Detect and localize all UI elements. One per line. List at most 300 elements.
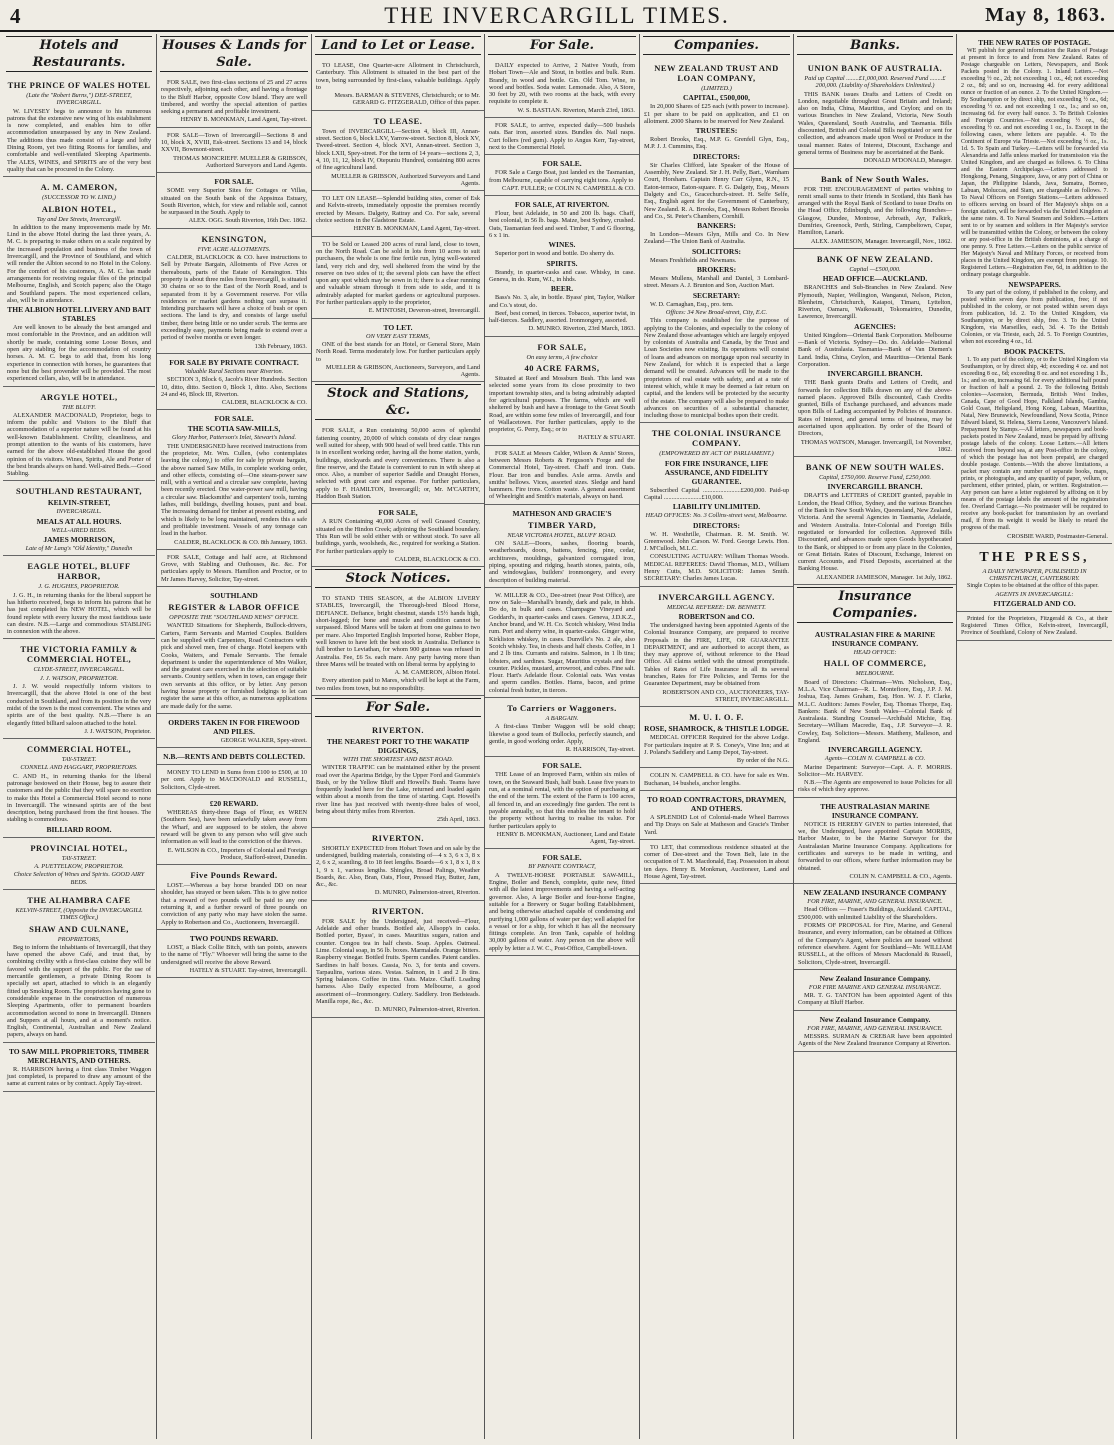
ad-body: MR. T. G. TANTON has been appointed Agent of this Company at Bluff Harbor. <box>798 992 952 1007</box>
ad-cargo-boat <box>485 155 639 196</box>
ad-subheading: HEAD OFFICE: <box>853 649 897 657</box>
ad-rural-land <box>312 237 484 319</box>
ad-body: FOR SALE, a Run containing 50,000 acres of splendid fattening country, 20,000 of which consists of dry clear ranges well suited for sheep, with 900 head of well bred cattle. This run is in excellent working order, having all the home station, yards, buildings, stockyards and every conveniences. There is also a fine reserve, and the Estate is convenient to run in with sheep at once. Also, a number of superior Saddle and Draught Horses, selected with great care and expense. For further particulars, apply to F. HAMILTON, Invercargill; or, Mr. M'CARTHY, Haddon Bush Station. <box>316 427 480 501</box>
ad-body: TO LET ON LEASE—Splendid building sites, corner of Esk and Kelvin-streets, immediately opposite the premises recently erected by Messrs. Dalgety, Rattray and Co. For sale, several choice sections in the Gladstone Estate. <box>316 195 480 225</box>
ad-subheading: FOR FIRE, MARINE, AND GENERAL INSURANCE. <box>807 1024 943 1032</box>
ad-heading: AUSTRALASIAN FIRE & MARINE INSURANCE COMPANY. <box>814 630 936 649</box>
ad-lease-improved-farm <box>485 757 639 849</box>
printer-imprint <box>957 612 1112 641</box>
ad-body: Beef, best corned, in tierces. Tobacco, superior twist, in half-tierces. Saddlery, assorted. Ironmongery, assorted. <box>489 309 635 325</box>
ad-signature: CALDER, BLACKLOCK & CO. <box>394 555 480 563</box>
column-postage <box>956 34 1112 1439</box>
ad-subheading: AGENTS IN INVERCARGILL: <box>995 591 1074 598</box>
ad-union-bank <box>794 58 956 169</box>
ad-heading: FOR FIRE INSURANCE, LIFE ASSURANCE, AND FIDELITY GUARANTEE. <box>664 458 769 486</box>
ad-southland-restaurant <box>3 481 155 556</box>
ad-stores-goods <box>485 446 639 505</box>
ad-rents-debts <box>157 748 311 765</box>
ad-heading: FOR SALE, AT RIVERTON. <box>514 200 610 210</box>
ad-subheading: WELL-AIRED BEDS. <box>51 526 107 534</box>
ad-body: TO STAND THIS SEASON, at the ALBION LIVERY STABLES, Invercargill, the Thorough-bred Blood Horse, DEFIANCE. Defiance, bright chestnut, stands 15½ hands high, short-legged; for bone and muscle and condition cannot be surpassed. Blood Mares will be taken at from one guinea to two per mare. Also Imported English Imported horse, Rubber Hope, well known to have left the best stock in Australia. Defiance is full brother to Leviathan, for whom 900 guineas was refused in Australia. Fee, £6 5s. each mare. Any party having more than three Mares will be treated with on liberal terms by applying to <box>316 595 480 668</box>
ad-heading: THE PRINCE OF WALES HOTEL <box>7 80 151 90</box>
ad-heading: PROVINCIAL HOTEL, <box>30 842 128 853</box>
column-banks <box>793 34 956 1439</box>
ad-acre-farms <box>485 337 639 446</box>
ad-alhambra-cafe <box>3 890 155 1043</box>
ad-body: TO LET, that commodious residence situated at the corner of Dee-street and the Town Belt, late in the occupation of T. M. Macdonald, Esq. Possession in about ten days. Henry B. Monkman, Auctioneer, Land and House Agent, Tay-street. <box>644 843 789 881</box>
ad-private-contract <box>157 354 311 410</box>
column-land-to-let <box>311 34 484 1439</box>
ad-body: Choice Selection of Wines and Spirits. GOOD AIRY BEDS. <box>13 871 145 886</box>
ad-body: FOR SALE, to arrive, expected daily—500 bushels oats. Bar iron, assorted sizes. Bundles do. Nail rasps. Curt follers (red gum). Apply to Angus Kerr, Tay-street, next to the Commercial Hotel. <box>489 122 635 151</box>
ad-subheading: Tay and Dee Streets, Invercargill. <box>36 215 122 223</box>
ad-body: R. HARRISON having a first class Timber Waggon just completed, is prepared to draw any amount of the same at current rates or by contract. Apply Tay-street. <box>7 1065 151 1088</box>
ad-heading: RIVERTON. <box>372 725 424 735</box>
ad-prince-of-wales-hotel <box>3 75 155 177</box>
ad-trust-loan-company <box>640 58 793 423</box>
ad-signature: Messrs. BARMAN & STEVENS, Christchurch; or to Mr. GERARD G. FITZGERALD, Office of this paper. <box>334 92 480 107</box>
ad-body: Subscribed Capital ........................£200,000. Paid-up Capital ........................£10,000. <box>644 486 789 501</box>
ad-body: Marine Department: Surveyor—Capt. A. F. MORRIS. Solicitor—Mr. HARVEY. <box>798 763 952 778</box>
ad-defiance-horse <box>312 591 484 696</box>
ad-body: SOME very Superior Sites for Cottages or Villas, situated on the South bank of the Appsinza Estuary, South Riverton, which, for view and reliable soil, cannot be surpassed in the South. Apply to <box>161 187 307 217</box>
ad-nz-insurance-riverton <box>794 1011 956 1052</box>
ad-body: Messrs Freshfields and Newmans. <box>650 256 737 264</box>
ad-body: Flour, best Adelaide, in 50 and 200 lb. bags. Chaff, best colonial, in 56 lb. bags. Maize, best Sydney, crushed. Oats, Tasmanian feed and seed. Timber, T and G flooring, 6 x 1 in. <box>489 210 635 240</box>
ad-heading: THE COLONIAL INSURANCE COMPANY. <box>651 428 782 449</box>
ad-subheading: KELVIN-STREET, (Opposite the INVERCARGILL TIMES Office,) <box>15 906 143 922</box>
ad-heading: THE NEAREST PORT TO THE WAKATIP DIGGINGS, <box>326 737 470 755</box>
ad-subheading: Paid up Capital ........£1,000,000. Reserved Fund ........£ 200,000. (Liability of Shareholders Unlimited.) <box>804 75 946 90</box>
ad-heading: FOR SALE. <box>542 853 582 863</box>
ad-heading: TO LET. <box>383 322 413 332</box>
ad-subheading: (Late the "Robert Burns,") DEE-STREET, INVERCARGILL. <box>26 92 132 107</box>
ad-body: A TWELVE-HORSE PORTABLE SAW-MILL, Engine, Boiler and Bench, complete, quite new, fitted with all the latest improvements and having a self-acting governor. Also, A large Boiler and four-horse Engine, suitable for a Brewery or Sugar boiling Establishment, and being otherwise attached capable of condensing and purifying 1,000 gallons of water per day; well adapted for a vessel or for a ship, for which it has all the necessary fittings complete. An Iron Tank, capable of holding 30,000 gallons of water. Any person on the above will apply by letter a J. W. C., Post-Office, Campbell-town. <box>489 871 635 952</box>
ad-body: In 20,000 Shares of £25 each (with power to increase). £1 per share to be paid on application, and £1 on allotment. 2000 Shares to be reserved for New Zealand. <box>644 103 789 125</box>
ad-firewood <box>157 714 311 748</box>
column-for-sale <box>484 34 639 1439</box>
ad-subheading: OPPOSITE THE "SOUTHLAND NEWS" OFFICE. <box>169 614 299 622</box>
ad-heading: TWO POUNDS REWARD. <box>189 933 279 943</box>
ad-body: N.B.—The Agents are empowered to issue Policies for all risks of which they approve. <box>798 779 952 794</box>
ad-body: Sir Charles Clifford, late Speaker of the House of Assembly, New Zealand. Sir J. H. Pelly, Bart., Warnham Court, Horsham. Captain Henry Carr Glynn, R.N., 15 Eaton-terrace, Eaton-square. F. G. Dalgety, Esq., Messrs Dalgety and Co., Gracechurch-street. H. Selfe Selfe, Esq., English agent for the Government of Canterbury, New Zealand. R. A. Brooks, Esq., Messrs Robert Brooks and Co., St. Peter's Chambers, Cornhill. <box>644 161 789 220</box>
ad-oats-bar-iron <box>485 118 639 155</box>
ad-sale-at-riverton <box>485 196 639 337</box>
ad-sections-bluff <box>157 75 311 128</box>
ad-heading: NEW ZEALAND TRUST AND LOAN COMPANY, <box>654 63 779 83</box>
ad-signature: 25th April, 1863. <box>436 816 480 824</box>
ad-subheading: On easy terms, A few choice <box>526 353 598 361</box>
ad-heading: THE AUSTRALASIAN MARINE INSURANCE COMPANY. <box>820 801 930 820</box>
ad-body: FOR SALE—Town of Invercargill—Sections 8 and 10, block X, XVIII, Esk-street. Sections 13 and 14, block XXVII, Bowmont-street. <box>161 131 307 154</box>
ad-signature: 13th February, 1863. <box>254 342 307 350</box>
ad-signature: CALDER, BLACKLOCK & CO. 8th January, 1863. <box>174 538 307 546</box>
ad-signature: MUELLER & GRIBSON, Authorized Surveyors and Land Agents. <box>331 172 480 187</box>
ad-subheading: Valuable Rural Sections near Riverton. <box>184 367 284 375</box>
ad-heading: Five Pounds Reward. <box>190 870 278 881</box>
ad-register-labor-office <box>157 587 311 714</box>
ad-to-lease <box>312 111 484 191</box>
ad-subheading: Offices: 34 New Broad-street, City, E.C. <box>665 308 768 316</box>
ad-signature: CAPT. FULLER; or COLIN N. CAMPBELL & CO. <box>502 184 635 192</box>
ad-body: COLIN N. CAMPBELL & CO. have for sale ex Wm. Buchanan, 14 bushels, anchor lengths. <box>644 772 789 787</box>
ad-heading: THE VICTORIA FAMILY & COMMERCIAL HOTEL, <box>20 644 138 665</box>
ad-subheading: NEAR VICTORIA HOTEL, BLUFF ROAD. <box>507 531 617 539</box>
ad-body: BRANCHES and Sub-Branches in New Zealand. New Plymouth, Napier, Wellington, Wanganui, Nelson, Picton, Blenheim, Christchurch, Kaiapoi, Timaru, Lyttelton, Riverton, Oamaru, Waikouaiti, Tokomairiro, Dunedin, Lawrence, Invercargill. <box>798 284 952 321</box>
ad-body: MONEY TO LEND in Sums from £100 to £500, at 10 per cent. Apply to MACDONALD and RUSSELL, Solicitors, Clyde-street. <box>161 769 307 791</box>
ad-body: CALDER, BLACKLOCK & CO. have instructions to Sell by Private Bargain, Allotments of Five Acres or thereabouts, parts of the Estate of Kensington. This property is about three miles from Invercargill, is situated 30 chains or so to the East of the North Road, and is separated from it by a Government reserve. For villa residences or market gardens nothing can surpass it. Intending purchasers will have a choice of bush or open sections. The land is dry, and consists of large useful timber, there being little or no under scrub. The terms are exceedingly easy, payments being made to extend over a period of twelve months or even longer. <box>161 254 307 342</box>
ad-subheading: BY PRIVATE CONTRACT, <box>528 863 596 871</box>
page-number: 4 <box>10 4 21 28</box>
ad-cottage-sites <box>157 173 311 228</box>
ad-postage-rates <box>957 34 1112 544</box>
ad-road-contractors <box>640 791 793 840</box>
ad-body: Are well known to be already the best arranged and most comfortable in the Province, and an addition will shortly be made, containing some Loose Boxes, and open airy stabling for the accommodation of country horses. A. M. C. begs to add that, from his long experience in connection with horses, he guarantees that none but the best provender will be provided. The most experienced cellars, also, will be in attendance. <box>7 324 151 383</box>
ad-native-youth-cargo <box>485 58 639 118</box>
ad-body: WHEREAS thirty-three Bags of Flour, ex WREN (Southern Sea), have been unlawfully taken away from the Wharf, and are supposed to be stolen, the above reward will be given to any person who will give such information as will lead to the conviction of the thieves. <box>161 809 307 846</box>
ad-signature: JAMES MORRISON, <box>43 535 115 545</box>
ad-commercial-hotel <box>3 739 155 838</box>
ad-provincial-hotel <box>3 838 155 890</box>
ad-heading: FOR SALE, <box>537 341 587 352</box>
ad-bank-of-new-zealand <box>794 249 956 457</box>
ad-body: Brandy, in quarter-casks and case. Whisky, in case. Geneva, in do. Rum, W.I., in hhds. <box>489 268 635 283</box>
ad-heading: SECRETARY: <box>692 290 741 300</box>
section-heading: Houses & Lands for Sale. <box>160 36 308 72</box>
column-companies <box>639 34 793 1439</box>
ad-body: ON SALE—Doors, sashes, flooring boards, weatherboards, doors, battens, fencing, pine, cedar, architraves, mouldings, galvanized corrugated iron, piping, spouting and ridging, hearth stones, paints, oils, and windowglass, builders' ironmongery, and every description of building material. <box>489 540 635 584</box>
ad-heading: BANK OF NEW ZEALAND. <box>816 253 934 264</box>
ad-bank-nsw-invercargill <box>794 457 956 585</box>
ad-signature: HATELY & STUART. Tay-street, Invercargill. <box>189 966 307 974</box>
ad-heading: New Zealand Insurance Company. <box>819 1014 931 1024</box>
ad-town-sections <box>157 128 311 173</box>
ad-saw-mill-proprietors <box>3 1043 155 1092</box>
ad-subheading: PROPRIETORS, <box>57 935 101 943</box>
ad-heading: THE ALHAMBRA CAFE <box>27 894 131 905</box>
ad-signature: CALDER, BLACKLOCK & CO. <box>221 399 307 407</box>
ad-body: MEDICAL OFFICER Required for the above Lodge. For particulars inquire at P. S. Coney's, Vine Inn; and at J. Poland's Saddlery and Lamp Depot, Tay-street. <box>644 734 789 756</box>
ad-subheading: TAY-STREET. <box>61 756 97 764</box>
ad-body: Beg to inform the inhabitants of Invercargill, that they have opened the above Café, and trust that, by combining civility with a first-class cuisine they will be favored with the support of the public. For the use of mercantile gentlemen, a private Dining Room is specially set apart, attached to which is an elegantly fitted up Smoking Room. The proprietors having gone to considerable expense in the construction of numerous Sleeping Apartments, offer to permanent boarders accommodation second to none in Invercargill. Dinners and Suppers at all hours, and at a moment's notice. English, Continental, Australian and New Zealand papers, always on hand. <box>7 943 151 1039</box>
column-houses-lands <box>156 34 311 1439</box>
ad-heading: THE NEW RATES OF POSTAGE. <box>978 38 1091 47</box>
ad-body: A first-class Timber Waggon will be sold cheap; likewise a good team of Bullocks, perfectly staunch, and gentle, in good working order. Apply, <box>489 723 635 745</box>
newspaper-title: THE INVERCARGILL TIMES. <box>384 3 730 28</box>
section-heading: Land to Let or Lease. <box>315 36 481 55</box>
ad-heading: 40 ACRE FARMS, <box>524 363 600 374</box>
section-heading: Stock and Stations, &c. <box>315 384 481 420</box>
ad-riverton-port <box>312 720 484 828</box>
ad-subheading: J. J. WATSON, PROPRIETOR. <box>39 674 119 682</box>
ad-signature: ROBERTSON AND CO., AUCTIONEERS, TAY-STREET, INVERCARGILL. <box>662 688 789 703</box>
ad-subheading: J. G. HUGHES, PROPRIETOR. <box>38 583 120 591</box>
ad-body: Single Copies to be obtained at the office of this paper. <box>967 583 1099 589</box>
ad-heading: BILLIARD ROOM. <box>46 824 112 834</box>
column-hotels <box>3 34 155 1439</box>
ad-heading: SOUTHLAND RESTAURANT, <box>16 486 142 497</box>
ad-heading: WINES. <box>548 240 576 250</box>
issue-date: May 8, 1863. <box>985 4 1106 26</box>
ad-heading: FOR SALE. <box>542 159 582 169</box>
ad-signature: DONALD M'DONALD, Manager. <box>863 157 952 165</box>
ad-australasian-marine <box>794 798 956 884</box>
ad-bank-nsw-scotland <box>794 169 956 249</box>
ad-body: W. MILLER & CO., Dee-street (near Post Office), are now on Sale—Marshall's brandy, dark and pale, in hhds. Do do, in bulk and cases. Champagne Vineyard and Goddard's, in quarter-casks and cases. Geneva, J.D.K.Z., Anchor brand, and W. H. Co. Scotch whiskey, West India rum. Port and sherry wine, in quarter-casks. Ginger wine, Kirkliston whiskey, in cases. Dunville's No. 2 ale, also Scotch whisky. Tea, in chests and half chests. Coffee, in 1 and 2 lb tins. Currants and raisins. Salmon, in 1 lb tins; lobsters, and sardines. Sugar, Mauritius crystals and fine counter. Pickles, mustard, arrowroot, and cubes. Fine salt. Flour. Hart's Adelaide flour. Colonial oats. Wax vestas and sperm candles. Bottles. Hams, bacon, and prime colonial fresh butter, in tierces. <box>489 591 635 694</box>
ad-heading: N.B.—RENTS AND DEBTS COLLECTED. <box>163 752 305 762</box>
ad-body: FOR SALE, Cottage and half acre, at Richmond Grove, with Stabling and Outhouses, &c. &c. For particulars apply to Messrs. Hamilton and Proctor, or to Mr James Harvey, Solicitor, Tay-street. <box>161 553 307 583</box>
ad-body: Board of Directors: Chairman—Wm. Nicholson, Esq., M.L.A. Vice Chairman—R. L. Montefiore, Esq., J.P. J. M. Joshua, Esq. James Graham, Esq. Hon. W. J. F. Clarke, M.L.C. Auditors: James Fowler, Esq. Thomas Thorpe, Esq. Bankers: Bank of New South Wales—Colonial Bank of Australasia. Standing Counsel—Archibald Michie, Esq. Secretary—William Macredie, Esq., J.P. Surveyor—J. R. Cowley, Esq. Solicitors—Messrs. Mattheny, Malleson, and England. <box>798 678 952 744</box>
ad-heading: INVERCARGILL BRANCH. <box>827 482 923 492</box>
ad-subheading: MEDICAL REFEREE: DR. BENNETT. <box>667 603 766 611</box>
ad-body: J. J. W. would respectfully inform visitors to Invercargill, that the above Hotel is one of the best conducted in Southland, and from its position in the very midst of the town is the most convenient. The wines and spirits are of the best quality. N.B.—There is an elegantly fitted billiard saloon attached to the hotel. <box>7 683 151 727</box>
ad-body: A RUN Containing 40,000 Acres of well Grassed Country, situated on the Hindon Creek; adjoining the Southland boundary. This Run will be sold either with or without stock. To save all buildings, yards, woolsheds, &c., required for working a Station. For further particulars apply to <box>316 518 480 555</box>
ad-heading: ORDERS TAKEN IN FOR FIREWOOD AND PILES. <box>168 717 300 736</box>
ad-heading: REGISTER & LABOR OFFICE <box>168 602 300 613</box>
ad-body: Head Offices — Fraser's Buildings, Auckland. CAPITAL, £500,000. with unlimited Liability of the Shareholders. <box>798 906 952 921</box>
ad-argyle-hotel <box>3 387 155 482</box>
ad-body: MESSRS. SURMAN & CREBAR have been appointed Agents of the New Zealand Insurance Company at Riverton. <box>798 1033 952 1048</box>
ad-body: W. H. Westhrille, Chairman. R. M. Smith. W. Greenwood. John Carson. W. Ford. George Lewis. Hon. J. M'Culloch, M.L.C. <box>644 530 789 553</box>
ad-run-for-sale <box>312 423 484 504</box>
ad-subheading: WITH THE SHORTEST AND BEST ROAD. <box>342 756 454 763</box>
ad-subheading: Capital, £750,000. Reserve Fund, £250,000. <box>819 474 931 482</box>
ad-body: LOST.—Whereas a bay horse branded DD on near shoulder, has strayed or been taken. This is to give notice that a reward of two pounds will be paid to any one returning it, and a further reward of three pounds on conviction of any party who may have stolen the same. Apply to Robertson and Co., Auctioneers, Invercargill. <box>161 882 307 926</box>
ad-heading: TIMBER YARD, <box>527 519 597 530</box>
ad-signature: D. MUNRO, Palmerston-street, Riverton. <box>374 889 480 897</box>
ad-heading: MEALS AT ALL HOURS. <box>36 516 122 526</box>
ad-heading: TO ROAD CONTRACTORS, DRAYMEN, AND OTHERS. <box>647 795 786 813</box>
ad-heading: INVERCARGILL BRANCH. <box>827 369 923 379</box>
ad-body: ONE of the best stands for an Hotel, or General Store, Main North Road. Terms moderately low. For further particulars apply to <box>316 340 480 363</box>
ad-victoria-hotel <box>3 639 155 739</box>
ad-heading: NEW ZEALAND INSURANCE COMPANY <box>803 888 947 898</box>
ad-signature: A. M. CAMERON, Albion Hotel. <box>394 669 480 677</box>
ad-heading: M. U. I. O. F. <box>689 712 744 723</box>
ad-body: DAILY expected to Arrive, 2 Native Youth, from Hobart Town—Ale and Stout, in bottles and bulk. Rum. Brandy, in wood and bottle. Gin. Old Tom. Wine, in wood and bottles. Soda water. Lemonade. Also, A Store, 30 feet by 20, with two rooms at the back, with every requisite to complete it. <box>489 62 635 106</box>
ad-heading: DIRECTORS: <box>693 520 740 530</box>
ad-heading: SPIRITS. <box>546 258 578 268</box>
ad-body: United Kingdom—Oriental Bank Corporation. Melbourne—Bank of Victoria. Sydney—Do. do. Adelaide—National Bank of Australasia. Tasmania—Bank of Van Diemen's Land. India, China, Ceylon, and Mauritius—Oriental Bank Corporation. <box>798 331 952 368</box>
ad-body: This company is established for the purpose of applying to the Colonies, and especially to the colony of New Zealand those advantages which are largely enjoyed by colonists of Australia and Canada, by the Trust and Loan Societies now existing. Its operations will consist of loans and advances on mortgage upon real security in New Zealand, for which it is expected that a large demand will be created. Advances will be made to the proprietors of real estate with safety, and at a rate of interest which, while it may be deemed a fair return on capital, and the lenders will be protected by the security of the estate. The company will also be prepared to make advances on securities of a substantial character, including those to municipal bodies upon their credit. <box>644 317 789 420</box>
ad-body: Messrs Mullens, Marshall and Daniel, 3 Lombard-street. Messrs A. J. Brunton and Son, Auction Mart. <box>644 275 789 290</box>
ad-body: To any part of the colony, if published in the colony, and posted within seven days from publication, free; if not published in the colony, or not posted within seven days from publication, 1d. 2. To the United Kingdom, via Southampton, or by direct ship, free. 3. To the United Kingdom, via Marseilles, each, 3d. 4. To the British Colonies, or via Trieste, each, 2d. 5. To Foreign Countries, when not exceeding 4 oz., 1d. <box>961 290 1108 345</box>
ad-body: J. G. H., in returning thanks for the liberal support he has hitherto received, begs to inform his patrons that he has just completed his NEW HOTEL, which will be found replete with every luxury the most fastidious taste can desire. N.B.—Large and commodious STABLING in connexion with the above. <box>7 591 151 636</box>
ad-the-press <box>957 544 1112 612</box>
ad-heading: £20 REWARD. <box>209 799 259 809</box>
ad-subheading: A BARGAIN. <box>545 715 579 722</box>
ad-heading: AGENCIES: <box>854 321 896 331</box>
ad-subheading: Agents—COLIN N. CAMPBELL & CO. <box>824 755 926 763</box>
ad-signature: THOMAS MONCRIEFF. MUELLER & GRIBSON, Authorized Surveyors and Land Agents. <box>173 154 307 169</box>
ad-heading: DIRECTORS: <box>693 151 740 161</box>
ad-subheading: (LIMITED.) <box>701 85 732 92</box>
ad-subheading: A. PUETTELKOW, PROPRIETOR. <box>34 863 124 871</box>
ad-subheading: THE BLUFF. <box>62 403 96 411</box>
ad-body: FOR THE ENCOURAGEMENT of parties wishing to remit small sums to their friends in Scotland, this Bank has arranged with the Royal Bank of Scotland to issue Drafts on the Head Office, Edinburgh, and the following Branches—Glasgow, Dundee, Montrose, Arbroath, Ayr, Falkirk, Dumfries, Greenock, Perth, Stirling, Campbeltown, Cupar, Hamilton, Lanark. <box>798 185 952 237</box>
ad-heading: THE ALBION HOTEL LIVERY AND BAIT STABLES <box>7 305 151 324</box>
ad-signature: HENRY B. MONKMAN, Auctioneer, Land and Estate Agent, Tay-street. <box>496 830 635 846</box>
ad-signature: ALEX. JAMIESON, Manager. Invercargill, Nov., 1862. <box>810 237 952 245</box>
ad-body: FORMS OF PROPOSAL for Fire, Marine, and General Insurance, and every information, can be obtained at Offices of the Company's Agent, where policies are issued without reference elsewhere. Agent for Southland—Mr. WILLIAM RUSSELL, at the offices of Messrs Macdonald & Russell, Solicitors, Clyde-street, Invercargill. <box>798 922 952 966</box>
ad-heading: FOR SALE BY PRIVATE CONTRACT. <box>169 357 299 367</box>
ad-heading: FOR SALE, <box>378 508 418 518</box>
ad-heading: TO LEASE. <box>373 115 423 126</box>
ad-body: Robert Brooks, Esq., M.P. G. Grenfell Glyn, Esq., M.P. J. J. Cummins, Esq. <box>644 136 789 151</box>
ad-carriers-waggoners <box>485 698 639 757</box>
ad-heading: BROKERS: <box>696 265 737 275</box>
ad-signature: MUELLER & GRIBSON, Auctioneers, Surveyors, and Land Agents. <box>325 363 480 379</box>
ad-heading: KENSINGTON, <box>201 233 267 244</box>
ad-christchurch-allotment <box>312 58 484 111</box>
ad-signature: E. M'INTOSH, Deveron-street, Invercargill. <box>368 307 480 315</box>
ad-signature: GEORGE WALKER, Spey-street. <box>220 736 307 744</box>
ad-body: In addition to the many improvements made by Mr. Lind in the above Hotel during the last three years, A. M. C. is preparing to make others on a scale required by the increased population and business of the town of Invercargill, and the Province of Southland, and which will render the Albion second to no Hotel in the Colony. For the comfort of his customers, A. M. C. has made arrangements for receiving regular files of the principal Melbourne, English, and Scotch papers; also the Otago and Southland papers. The most experienced cellars, also, will be in attendance. <box>7 223 151 304</box>
ad-body: TO be Sold or Leased 200 acres of rural land, close to town, on the North Road. Can be sold in lots from 10 acres to suit purchasers, the whole is one fine fertile run, lying well-watered land, very rich and dry, well sheltered from the wind by the reserve on two sides of it; the several plots can have the effect upon any spot which may be sown in it; there is a clear running and valuable stream through it from side to side, and it is admirably adapted for market gardens or agricultural purposes. For further particulars apply to the proprietor, <box>316 240 480 307</box>
ad-subheading: FIVE ACRE ALLOTMENTS. <box>197 245 271 253</box>
ad-heading: ALBION HOTEL, <box>41 203 117 214</box>
ad-heading: To Carriers or Waggoners. <box>507 703 617 713</box>
ad-heading: BANK OF NEW SOUTH WALES. <box>805 462 945 473</box>
ad-five-pounds-reward <box>157 865 311 930</box>
ad-body: In London—Messrs Glyn, Mills and Co. In New Zealand—The Union Bank of Australia. <box>644 231 789 246</box>
ad-body: C. AND H., in returning thanks for the liberal patronage bestowed on their House, beg to assure their customers and the public that they will spare no exertion to make this Hotel a Commercial Hotel second to none in Invercargill. The winesand spirits are of the best description, being purchased from the first houses. The stabling is commodious. <box>7 772 151 824</box>
ad-miller-co <box>485 588 639 698</box>
ad-body: THE Bank grants Drafts and Letters of Credit, and forwards for collection Bills drawn on any of the above-named places. Approved Bills discounted, Cash Credits granted, Bills of Exchange purchased, and advances made upon Bills of Lading accompanied by Policies of Insurance. Rates of Interest, and general terms of business, may be ascertained upon application. By order of the Board of Directors, <box>798 379 952 438</box>
ad-residence-to-let <box>640 840 793 884</box>
section-heading: Insurance Companies. <box>797 587 953 623</box>
ad-signature: THOMAS WATSON, Manager. Invercargill, 1st November, 1862. <box>800 438 952 453</box>
ad-australasian-fire-marine <box>794 626 956 798</box>
ad-subheading: CONNELL AND HAGGART, PROPRIETORS. <box>20 764 138 772</box>
ad-kensington <box>157 229 311 354</box>
ad-signature: D. MUNRO. Riverton, 23rd March, 1863. <box>528 325 635 333</box>
ad-heading: A. M. CAMERON, <box>40 182 118 193</box>
section-heading: Banks. <box>797 36 953 55</box>
ad-nz-insurance <box>794 884 956 970</box>
section-heading: Stock Notices. <box>315 569 481 588</box>
ad-body: FOR Sale a Cargo Boat, just landed ex the Tasmanian, from Melbourne, capable of carrying eight tons. Apply to <box>489 169 635 184</box>
ad-signature: ALEXANDER JAMIESON, Manager. 1st July, 1862. <box>816 573 952 581</box>
ad-subheading: Glory Harbor, Patterson's Inlet, Stewart's Island. <box>171 434 297 442</box>
ad-body: A SPLENDID Lot of Colonial-made Wheel Barrows and Tip Drays on Sale at Matheson and Gracie's Timber Yard. <box>644 814 789 836</box>
ad-body: THE Lease of an Improved Farm, within six miles of town, on the Seaward Bush, half bush. Lease five years to run, at a nominal rental, with the option of purchasing at the end of the term. The extent of the Farm is 100 acres, all fenced in, and an exceedingly fine garden. The rent is payable annually, so that this enables the tenant to hold the property without having to realise its value. For further particulars apply to <box>489 771 636 830</box>
ad-heading: RIVERTON. <box>372 832 424 843</box>
section-heading: Hotels and Restaurants. <box>6 36 152 72</box>
ad-heading: THE SCOTIA SAW-MILLS, <box>187 424 281 434</box>
ad-subheading: Late of Mr Lang's "Old Identity," Dunedin <box>25 545 133 553</box>
ad-timber-yard <box>485 505 639 588</box>
ad-subheading: INVERCARGILL. <box>56 508 102 516</box>
ad-heading: NEWSPAPERS. <box>1008 280 1061 289</box>
ad-body: THE UNDERSIGNED have received instructions from the proprietor, Mr. Wm. Cullen, (who contemplates leaving the colony,) to offer for sale by private bargain, the above named Saw Mills, in complete working order, and other effects, consisting of—One steam-power saw mill, with a vertical and a circular saw complete, having been recently erected. One water-power saw mill, having a circular saw. Blacksmiths' and carpenters' tools, turning lathes, mill buildings, dwelling houses, punt and boat. The increasing demand for timber at present existing, and which is likely to be long maintained, renders this a safe and profitable investment. Vessels of any tonnage can load in the harbor. <box>161 442 307 538</box>
ad-building-sites <box>312 191 484 236</box>
ad-colonial-insurance <box>640 423 793 586</box>
ad-subheading: ON VERY EASY TERMS, <box>366 332 430 340</box>
ad-body: Bass's No. 3, ale, in bottle. Byass' pint, Taylor, Walker and Co.'s stout, do. <box>489 294 635 309</box>
ad-to-let-hotel-stand <box>312 319 484 383</box>
ad-body: Situated at Reef and Mossburn Bush. This land was selected some years from its close proximity to two important township sites, and is being admirably adapted for agricultural purposes. The farms, which are well sheltered by bush and have a frontage to the Great South Road, are within some few miles of Invercargill, and four of Wallacetown. For further particulars, apply to the proprietor, G. Perry, Esq.; or to <box>489 375 635 434</box>
ad-heading: ROSE, SHAMROCK, & THISTLE LODGE. <box>644 724 789 734</box>
ad-heading: SOLICITORS: <box>691 246 742 256</box>
section-heading: For Sale. <box>488 36 636 55</box>
ad-subheading: A DAILY NEWSPAPER, PUBLISHED IN CHRISTCHURCH, CANTERBURY. <box>982 568 1087 582</box>
ad-body: Superior port in wood and bottle. Do sherry do. <box>495 250 615 258</box>
ad-heading: FOR SALE. <box>542 761 582 771</box>
ad-signature: CROSBIE WARD, Postmaster-General. <box>1007 533 1108 540</box>
ad-body: CONSULTING ACTUARY: William Thomas Woods. MEDICAL REFEREES: David Thomas, M.D., William Henry Cutts, M.D. SOLICITOR: James Smith. SECRETARY: Charles James Lucas. <box>644 553 789 583</box>
ad-body: Every attention paid to Mares, which will be kept at the Farm, two miles from town, but no responsibility. <box>316 677 480 692</box>
ad-nz-insurance-bluff <box>794 970 956 1011</box>
ad-signature: R. HARRISON, Tay-street. <box>565 746 635 754</box>
ad-heading: Bank of New South Wales. <box>821 173 929 184</box>
ad-subheading: CLYDE-STREET, INVERCARGILL. <box>33 666 125 674</box>
ad-heading: FOR SALE. <box>214 177 254 187</box>
ad-heading: EAGLE HOTEL, BLUFF HARBOR, <box>27 561 131 582</box>
ad-subheading: MELBOURNE. <box>855 670 895 678</box>
ad-body: WE publish for general information the Rates of Postage at present in force to and from New Zealand. Rates of Postage chargeable on Letters, Newspapers, and Book Packets posted in the Colony. 1. Inland Letters.—Not exceeding ½ oz., 2d; not exceeding 1 oz., 4d; not exceeding 2 oz., 8d; and so on, increasing 4d. for every additional ounce or fraction of an ounce. 2. To the United Kingdom.—By Southampton or by direct ship, not exceeding ½ oz., 6d; exceeding ½ oz. and not exceeding 1 oz., 1s.; and so on, increasing 6d. for every half ounce. 3. To British Colonies and Foreign Countries.—Not exceeding ½ oz., 6d; exceeding ½ oz. and not exceeding 1 oz., 1s. Except in the following cases, where letters are payable. 4. To the Continent of Europe via Trieste.—Not exceeding ½ oz., 1s. 1d. 5. To Spain and Turkey.—Letters will be forwarded via Alexandria and Jaffa unless marked for transmission via the United Kingdom, and are charged as follows. 6. To China and the Eastern Archipelago.—Letters addressed to Hongkong, Penang, Singapore, Java, or any port of China or Japan, the Philippine Islands, Java, Sumatra, Borneo, Labuan, Moluccas, and Siam, are chargeable as follows. 7. To Naval Officers on Foreign Stations.—Letters addressed to officers serving on board of Her Majesty's ships on a foreign station, will be forwarded via the United Kingdom at the same rates. 8. To Naval Seamen and Soldiers.—Letters sent to or by seamen and soldiers in Her Majesty's service will be transmitted within the Colony, or between the colony or any post-office in the British dominions, at a charge of one penny. 9. Free Letters.—Letters on the public service of Her Majesty's Naval and Military Forces, or received from places in the United Kingdom, are exempt from postage. 10. Registered Letters.—Registration Fee, 6d, in addition to the ordinary postage chargeable. <box>961 48 1108 278</box>
ad-heading: FITZGERALD AND CO. <box>993 599 1076 608</box>
ad-heading: New Zealand Insurance Company. <box>819 973 931 983</box>
ad-twenty-pound-reward <box>157 795 311 865</box>
ad-heading: INVERCARGILL AGENCY. <box>828 745 922 755</box>
ad-heading: TO SAW MILL PROPRIETORS, TIMBER MERCHANTS, AND OTHERS. <box>8 1046 150 1065</box>
ad-campbell-sale <box>640 768 793 791</box>
ad-subheading: HEAD OFFICES: No. 3 Collins-street west, Melbourne. <box>645 512 788 520</box>
ad-heading: MATHESON AND GRACIE'S <box>512 508 612 518</box>
ad-signature: By order of the N.G. <box>736 757 789 765</box>
ad-signature: HENRY B. MONKMAN, Land Agent, Tay-street. <box>180 116 307 124</box>
ad-body: 1. To any part of the colony, or to the United Kingdom via Southampton, or by direct ship, 4d; exceeding 4 oz. and not exceeding 8 oz., 6d; exceeding 8 oz. and not exceeding 1 lb., 1s.; and so on, increasing 6d. for every additional half pound or fraction of half a pound. 2. To the following British colonies—Ascension, Bermuda, British West Indies, Canada, Cape of Good Hope, Falkland Islands, Gambia, Gold Coast, Heligoland, Hong Kong, Labuan, Mauritius, Natal, New Brunswick, Newfoundland, Nova Scotia, Prince Edward Island, St. Helena, Sierra Leone, Vancouver's Island. Prepayment by Stamps.—All letters, newspapers and book-packets posted in New Zealand, must be prepaid by affixing postage labels of the colony. Loose Letters.—All letters received from beyond sea, at any Post-office in the colony, of which the postage has not been prepaid, are charged double postage. Contents.—With the above limitations, a packet may contain any number of separate books, maps, prints, or photographs, and any quantity of paper, vellum, or parchment, either printed, plain, or written. Registration.—Any person can have a letter registered by affixing on it by means of the postage labels the amount of the registration fee. Overland Carriage.—No postmaster will be required to receive any book-packet for transmission by an overland mail, if from its weight it would be likely to retard the progress of the mail. <box>961 357 1108 531</box>
ad-signature: HATELY & STUART. <box>578 434 635 442</box>
ad-body: WANTED Situations for Shepherds, Bullock-drivers, Carters, Farm Servants and Married Couples. Builders can be supplied with Carpenters, Road Contractors with pick and shovel men, free of charge. Hotel keepers with Cooks, Waiters, and Female Servants. The female department is under the superintendence of Mrs Walker, and the greatest care exercised in the selection of suitable servants. Country settlers, when in town, can engage their own servants at this office, or by letter. Any person having house property or furnished lodgings to let can register the same at this office, as numerous applications are made daily for the same. <box>161 622 307 710</box>
ad-body: Printed for the Proprietors, Fitzgerald & Co., at their Registered Times Office, Kelvin-street, Invercargill, Province of Southland, Colony of New Zealand. <box>961 616 1108 636</box>
ad-heading: BEER. <box>550 284 574 294</box>
ad-heading: THE PRESS, <box>979 550 1090 565</box>
ad-heading: UNION BANK OF AUSTRALIA. <box>807 63 943 73</box>
ad-body: W. D. Carnaghan, Esq., pro. tem. <box>650 300 734 308</box>
ad-subheading: (SUCCESSOR TO W. LIND,) <box>42 194 116 202</box>
masthead <box>0 0 1114 32</box>
ad-heading: HEAD OFFICE—AUCKLAND. <box>822 274 928 284</box>
ad-subheading: TAY-STREET. <box>61 854 97 862</box>
ad-heading: BANKERS: <box>697 221 736 231</box>
ad-body: LOST, a Black Collie Bitch, with tan points, answers to the name of "Fly." Whoever will bring the same to the undersigned will receive the above Reward. <box>161 943 307 966</box>
ad-body: DRAFTS and LETTERS of CREDIT granted, payable in London, the Head Office, Sydney, and the various Branches of the Bank in New South Wales, Queensland, New Zealand, Victoria. And the several Agencies in Tasmania, Adelaide, and Western Australia. Inter-Colonial and Foreign Bills negotiated or forwarded for collection. Approved Bills Discounted, and advances made upon Goods hypothecated to the Bank, or shipped to or from any place in the Colonies, or Great Britain. Rates of Discount, Exchange, Interest on current Accounts, and Fixed Deposits, ascertained at the Banking House. <box>798 492 952 573</box>
ad-subheading: (EMPOWERED BY ACT OF PARLIAMENT.) <box>659 450 774 458</box>
ad-signature: COLIN N. CAMPBELL & CO., Agents. <box>849 872 952 880</box>
ad-heading: CAPITAL, £500,000, <box>683 93 750 103</box>
ad-body: Town of INVERCARGILL—Section 4, block III, Annan-street. Section 6, block LXV, Yarrow-street. Section 8, block XV, Tweed-street. Section 4, block XVI, Annan-street. Section 3, block LXII, Spey-street. For the term of 14 years—sections 2, 3, 4, 10, 11, 12, block IV, Otepuniu Hundred, containing 800 acres of fine agricultural land. <box>316 127 480 172</box>
ad-body: SECTION 3, Block 6, Jacob's River Hundreds. Section 10, ditto, ditto. Section 0, Block 1, ditto. Also, Sections 24 and 46, Block III, Riverton. <box>161 376 307 398</box>
ad-heading: SHAW AND CULNANE, <box>29 923 129 934</box>
ad-body: THIS BANK issues Drafts and Letters of Credit on London, negotiable throughout Great Britain and Ireland; also on India, China, Mauritius, and Ceylon; and on its various Branches in New Zealand, Victoria, New South Wales, Queensland, South Australia, and Tasmania. Bills discounted, British and Colonial Bills negotiated or sent for collection, and advances made upon Wool or Produce in the usual manner. Rates of Interest, Discount, Exchange and general terms of Business may be ascertained at the Bank. <box>798 90 952 156</box>
ad-heading: HALL OF COMMERCE, <box>823 658 927 669</box>
ad-heading: LIABILITY UNLIMITED. <box>672 502 761 512</box>
ad-subheading: FOR FIRE, MARINE, AND GENERAL INSURANCE. <box>807 898 943 906</box>
ad-heading: FOR SALE. <box>214 414 254 424</box>
ad-run-hindon-creek <box>312 504 484 567</box>
ad-body: NOTICE IS HEREBY GIVEN to parties interested, that we, the Undersigned, have appointed Captain MORRIS, Harbor Master, to be the Marine Surveyor for the Australasian Marine Insurance Company. Applications for certificates and surveys to be made in writing, and forwarded to our offices, where further information may be obtained. <box>798 820 952 872</box>
ad-cottage-richmond-grove <box>157 550 311 587</box>
ad-body: The undersigned having been appointed Agents of the Colonial Insurance Company, are prepared to receive Proposals in the FIRE, LIFE, OR GUARANTEE DEPARTMENT, and are authorised to accept them, as they may approve of, without reference to the Head Office. All claims settled with the utmost promptitude. Tables of Rates of Life Insurance in all its several branches, Rates for Fire Policies, and Terms for the Guarantee Department, may be obtained from <box>644 621 789 688</box>
ad-signature: E. WILSON & CO., Importers of Colonial and Foreign Produce, Stafford-street, Dunedin. <box>167 846 307 861</box>
ad-signature: W. S. BASTIAN. Riverton, March 23rd, 1863. <box>517 106 635 114</box>
ad-heading: RIVERTON. <box>372 905 424 916</box>
ad-signature: ALEX. OGG. South Riverton, 16th Dec. 1862. <box>188 217 307 225</box>
section-heading: For Sale. <box>315 698 481 717</box>
ad-oddfellows-lodge <box>640 707 793 768</box>
